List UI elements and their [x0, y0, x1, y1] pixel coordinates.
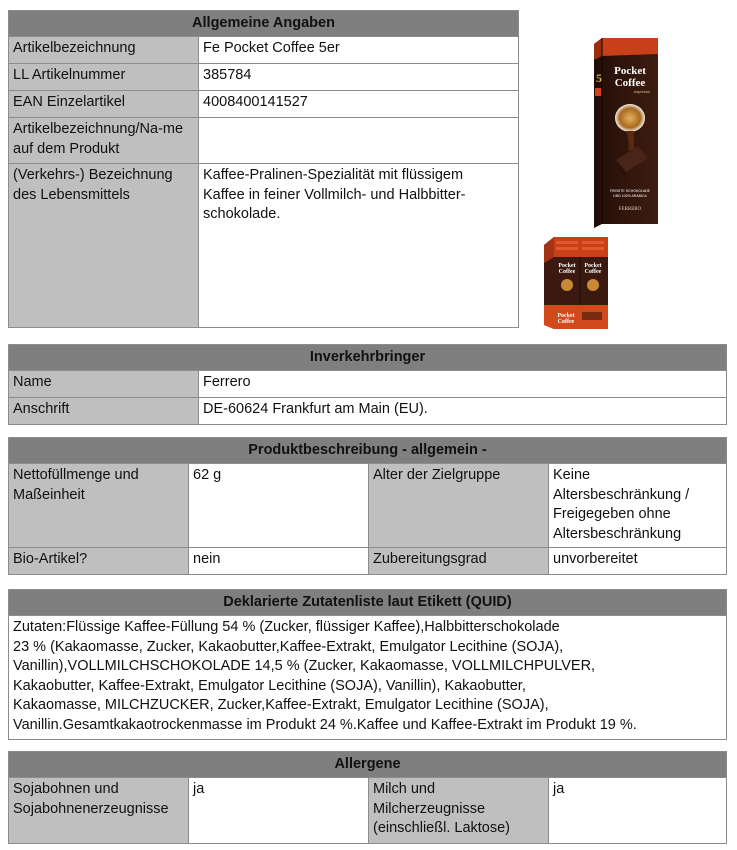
value-verkehrsbezeichnung	[199, 164, 519, 328]
label-line: Sojabohnen und	[13, 781, 119, 797]
section-header: Produktbeschreibung - allgemein -	[9, 438, 727, 464]
label-name-auf-produkt	[9, 118, 199, 164]
brand-sub: espresso	[633, 89, 651, 94]
allergene-table	[8, 751, 727, 844]
label-line: Milch und	[373, 781, 436, 797]
display-brand-line-2: Coffee	[558, 269, 576, 275]
section-header: Deklarierte Zutatenliste laut Etikett (QUID)	[9, 590, 727, 616]
svg-text:FEINSTE SCHOKOLADE: FEINSTE SCHOKOLADE	[609, 189, 651, 193]
value-nettofuellmenge: 62 g	[189, 464, 369, 548]
label-line: Sojabohnenerzeugnisse	[13, 800, 169, 817]
allgemeine-angaben-table	[8, 10, 519, 328]
label-ll-artikelnummer: LL Artikelnummer	[9, 64, 199, 91]
label-zubereitungsgrad: Zubereitungsgrad	[369, 548, 549, 575]
product-image-single-box	[590, 38, 660, 228]
display-brand-line-1: Pocket	[558, 263, 576, 269]
label-alter-zielgruppe: Alter der Zielgruppe	[369, 464, 549, 548]
value-ean: 4008400141527	[199, 91, 519, 118]
zutaten-line: Vanillin.Gesamtkakaotrockenmasse im Produkt 24 %.Kaffee und Kaffee-Extrakt im Produkt 19 %.	[13, 716, 637, 733]
zutaten-line: Kakaobutter, Kaffee-Extrakt, Emulgator Lecithine (SOJA), Vanillin), Kakaobutter,	[13, 677, 526, 694]
value-line: Altersbeschränkung /	[553, 486, 690, 503]
value-line: schokolade.	[203, 206, 281, 222]
value-alter-zielgruppe	[549, 464, 727, 548]
product-image-display-box	[542, 235, 610, 331]
label-line: des Lebensmittels	[13, 186, 130, 203]
value-milch: ja	[549, 778, 727, 844]
label-artikelbezeichnung: Artikelbezeichnung	[9, 37, 199, 64]
label-line: (Verkehrs-) Bezeichnung	[13, 167, 173, 183]
svg-text:Coffee: Coffee	[557, 319, 575, 325]
value-artikelbezeichnung: Fe Pocket Coffee 5er	[199, 37, 519, 64]
brand-line-1: Pocket	[614, 65, 646, 77]
label-line: Maßeinheit	[13, 486, 85, 503]
value-line: Kaffee in feiner Vollmilch- und Halbbitter-	[203, 186, 466, 203]
value-line: Kaffee-Pralinen-Spezialität mit flüssigem	[203, 167, 464, 183]
value-bio-artikel: nein	[189, 548, 369, 575]
value-line: Freigegeben ohne	[553, 506, 671, 522]
svg-text:UND 100% ARABICA: UND 100% ARABICA	[613, 194, 647, 198]
zutatenliste-table	[8, 589, 727, 740]
label-bio-artikel: Bio-Artikel?	[9, 548, 189, 575]
label-line: Nettofüllmenge und	[13, 467, 139, 483]
value-line: Keine	[553, 467, 591, 483]
inverkehrbringer-table	[8, 344, 727, 425]
zutaten-line: Kakaomasse, MILCHZUCKER, Zucker,Kaffee-Extrakt, Emulgator Lecithine (SOJA),	[13, 697, 549, 713]
count-label: 5	[596, 71, 602, 85]
produktbeschreibung-table	[8, 437, 727, 575]
label-anschrift: Anschrift	[9, 398, 199, 425]
value-anschrift: DE-60624 Frankfurt am Main (EU).	[199, 398, 727, 425]
zutaten-line: 23 % (Kakaomasse, Zucker, Kakaobutter,Kaffee-Extrakt, Emulgator Lecithine (SOJA),	[13, 638, 564, 655]
svg-text:Coffee: Coffee	[584, 269, 602, 275]
label-name-auf-produkt-text: Artikelbezeichnung/Na-me auf dem Produkt	[13, 121, 184, 157]
svg-text:Pocket: Pocket	[584, 263, 602, 269]
label-name: Name	[9, 371, 199, 398]
pocket-coffee-display-icon	[542, 235, 610, 331]
pocket-coffee-box-icon	[590, 38, 660, 228]
value-line: Altersbeschränkung	[553, 525, 682, 542]
label-line: (einschließl. Laktose)	[373, 820, 510, 836]
svg-text:Pocket: Pocket	[557, 313, 575, 319]
zutaten-line: Zutaten:Flüssige Kaffee-Füllung 54 % (Zucker, flüssiger Kaffee),Halbbitterschokolade	[13, 619, 560, 635]
label-line: Milcherzeugnisse	[373, 800, 486, 817]
label-milch	[369, 778, 549, 844]
label-soja	[9, 778, 189, 844]
label-ean: EAN Einzelartikel	[9, 91, 199, 118]
brand-line-2: Coffee	[614, 77, 646, 89]
value-zubereitungsgrad: unvorbereitet	[549, 548, 727, 575]
section-header: Allergene	[9, 752, 727, 778]
zutaten-text	[9, 616, 727, 740]
zutaten-line: Vanillin),VOLLMILCHSCHOKOLADE 14,5 % (Zucker, Kakaomasse, VOLLMILCHPULVER,	[13, 658, 596, 674]
value-soja: ja	[189, 778, 369, 844]
maker-label: FERRERO	[618, 207, 642, 212]
label-nettofuellmenge	[9, 464, 189, 548]
value-name-auf-produkt	[199, 118, 519, 164]
section-header: Allgemeine Angaben	[9, 11, 519, 37]
section-header: Inverkehrbringer	[9, 345, 727, 371]
label-verkehrsbezeichnung	[9, 164, 199, 328]
value-name: Ferrero	[199, 371, 727, 398]
value-ll-artikelnummer: 385784	[199, 64, 519, 91]
